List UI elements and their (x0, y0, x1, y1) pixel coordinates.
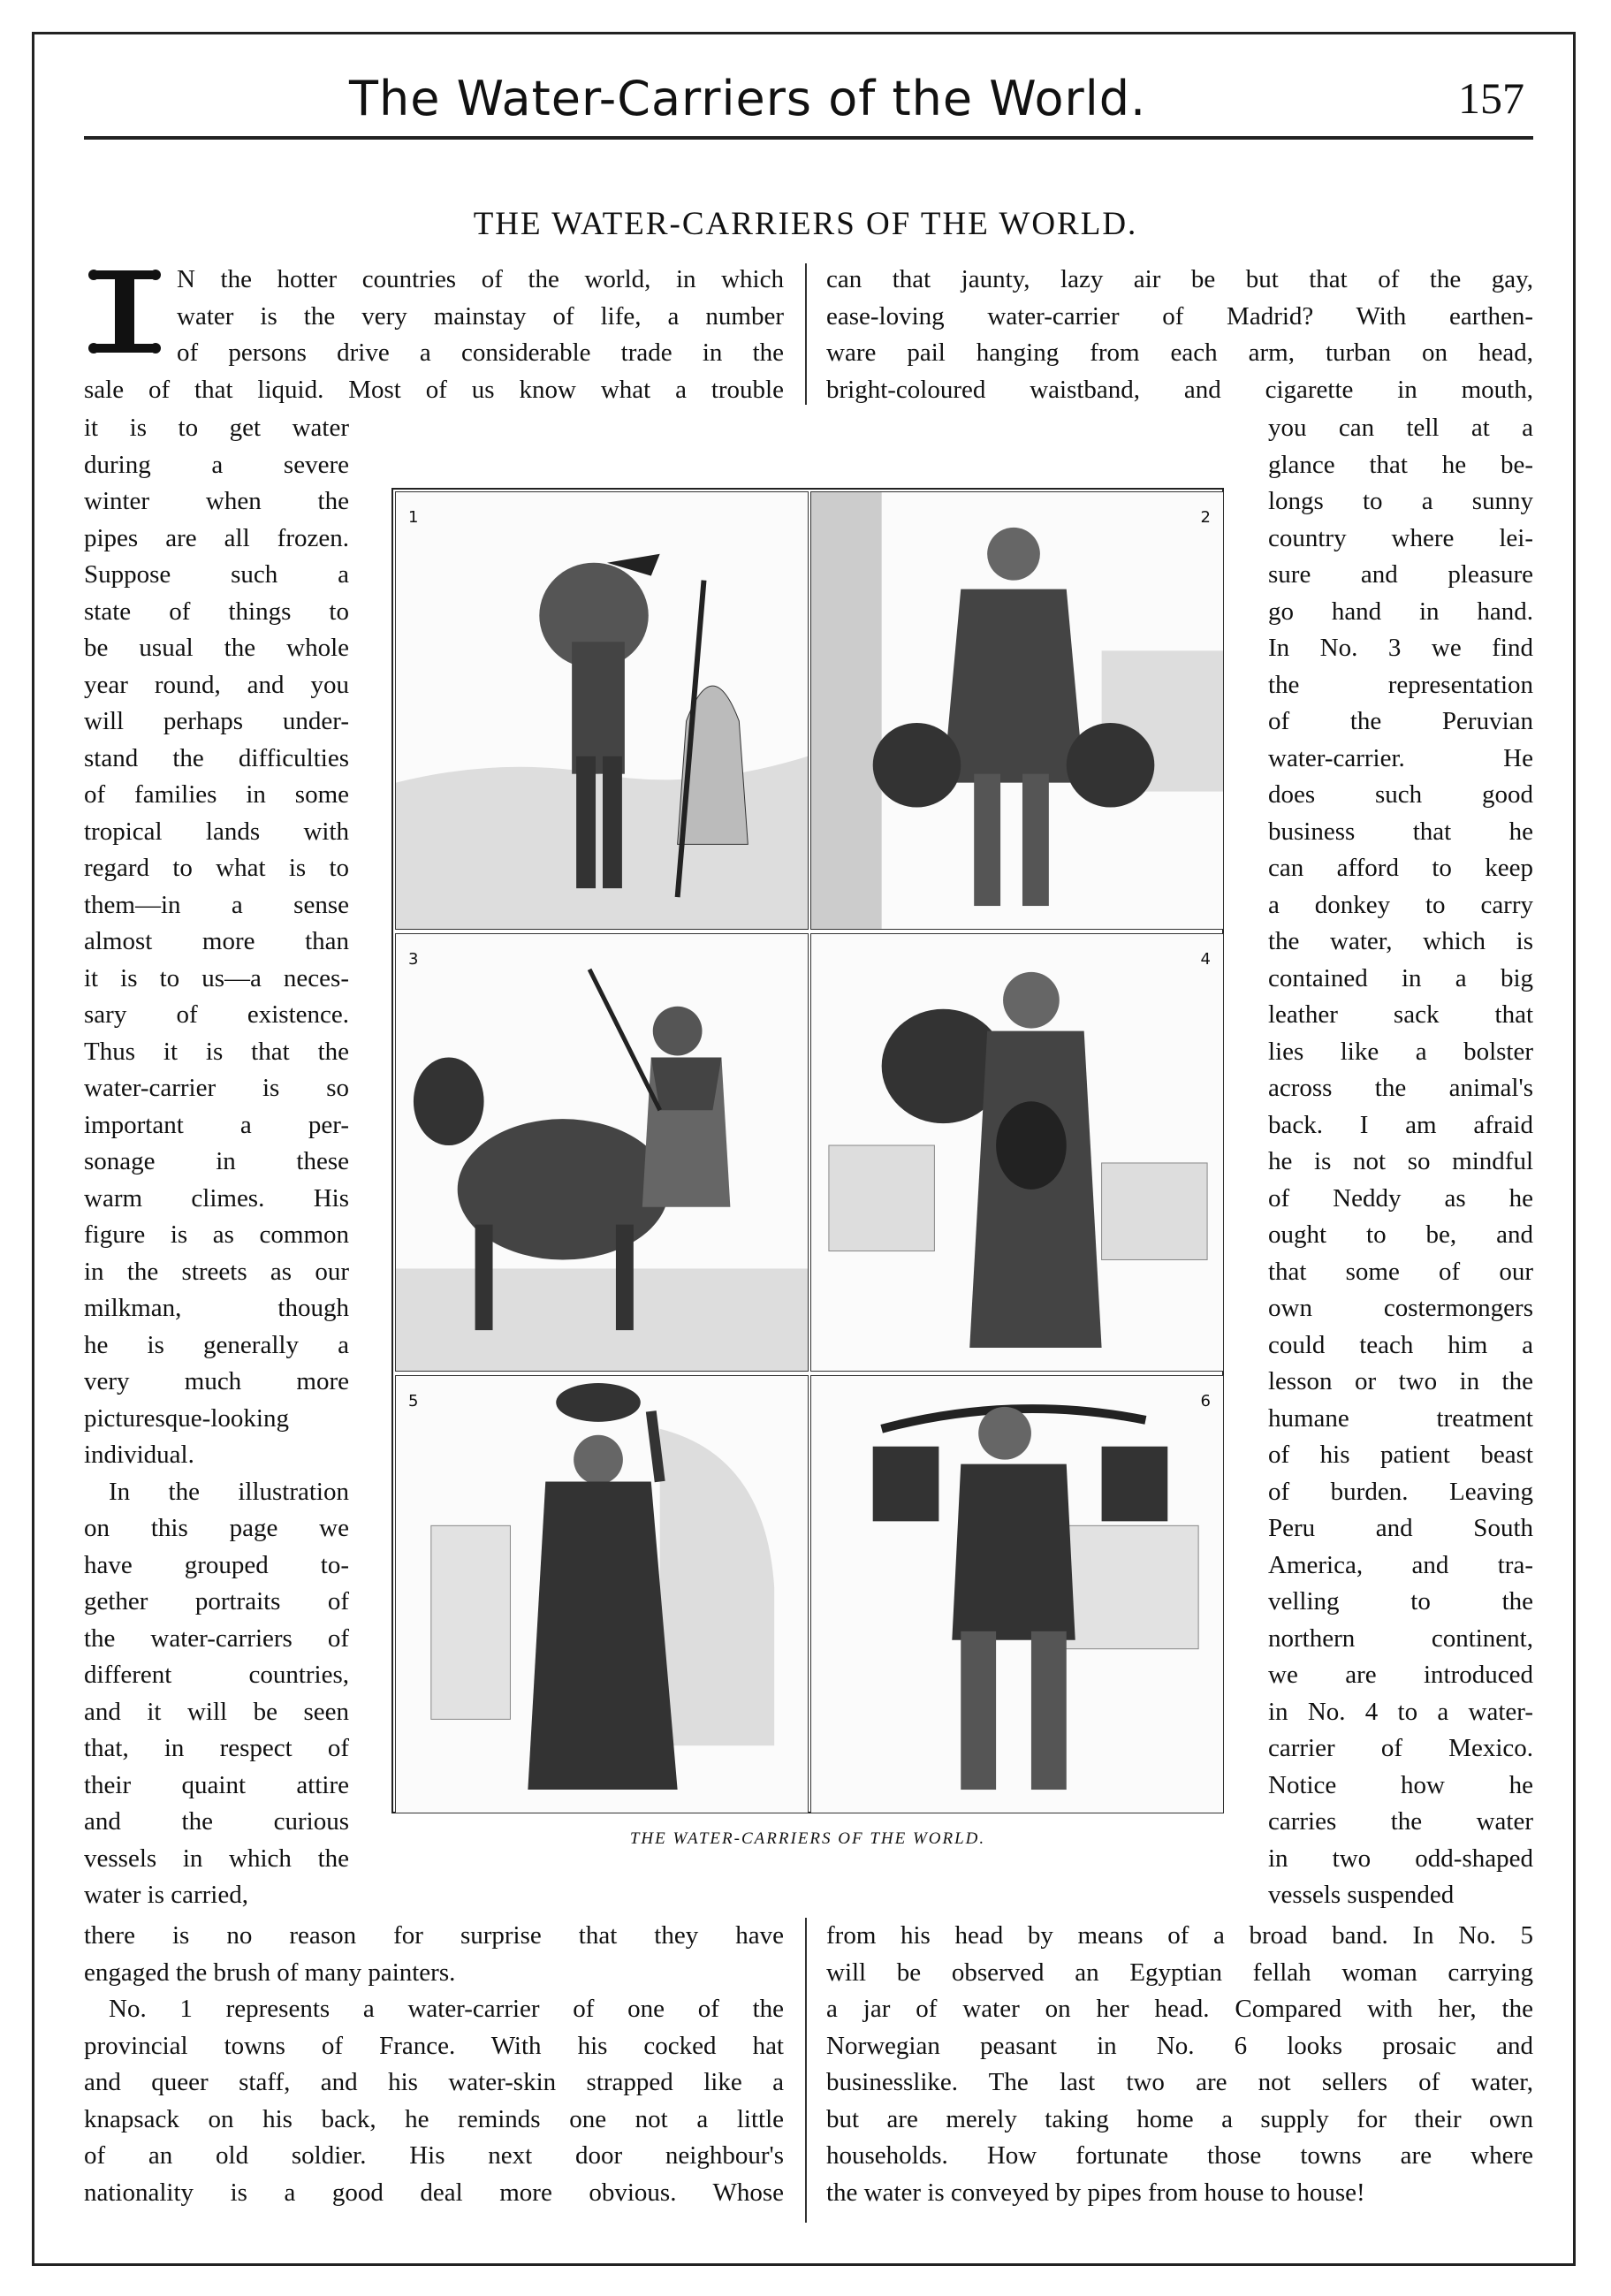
mexico-carrier-drawing (811, 934, 1223, 1371)
panel-number: 5 (408, 1392, 419, 1410)
column-rule-bottom (805, 1918, 807, 2223)
text-line: sure and pleasure (1268, 560, 1533, 589)
text-line: Peru and South (1268, 1514, 1533, 1542)
text-line: ware pail hanging from each arm, turban on head, (826, 338, 1533, 367)
text-line: in the streets as our (84, 1257, 349, 1286)
running-header (84, 71, 1533, 138)
text-line: from his head by means of a broad band. In No. 5 (826, 1921, 1533, 1950)
text-line: ease-loving water-carrier of Madrid? With earthen- (826, 301, 1533, 331)
text-line: warm climes. His (84, 1183, 349, 1213)
text-line: important a per- (84, 1110, 349, 1139)
text-line: leather sack that (1268, 1000, 1533, 1029)
text-line: Notice how he (1268, 1770, 1533, 1799)
text-line: can afford to keep (1268, 854, 1533, 882)
text-line: in two odd-shaped (1268, 1844, 1533, 1873)
text-line: of families in some (84, 780, 349, 809)
text-line: individual. (84, 1441, 194, 1469)
text-line: lies like a bolster (1268, 1037, 1533, 1066)
panel-2-madrid (810, 491, 1224, 930)
text-line: bright-coloured waistband, and cigarette in mouth, (826, 375, 1533, 404)
text-line: glance that he be- (1268, 450, 1533, 479)
text-line: of his patient beast (1268, 1441, 1533, 1469)
article-title: THE WATER-CARRIERS OF THE WORLD. (473, 206, 1138, 242)
egypt-carrier-drawing (396, 1376, 808, 1813)
text-line: pipes are all frozen. (84, 523, 349, 552)
text-line: the water-carriers of (84, 1623, 349, 1653)
page-number: 157 (1458, 73, 1524, 123)
text-line: lesson or two in the (1268, 1367, 1533, 1395)
text-line: can that jaunty, lazy air be but that of the gay, (826, 265, 1533, 293)
text-line: of an old soldier. His next door neighbour's (84, 2141, 784, 2170)
text-line: nationality is a good deal more obvious. Whose (84, 2178, 784, 2207)
text-line: them—in a sense (84, 890, 349, 919)
text-line: America, and tra- (1268, 1550, 1533, 1579)
panel-4-mexico (810, 933, 1224, 1372)
running-title: The Water-Carriers of the World. (349, 71, 1147, 126)
text-line: Thus it is that the (84, 1037, 349, 1066)
text-line: regard to what is to (84, 854, 349, 882)
text-line: vessels suspended (1268, 1881, 1455, 1909)
text-line: carries the water (1268, 1807, 1533, 1836)
text-line: ought to be, and (1268, 1220, 1533, 1249)
text-line: knapsack on his back, he reminds one not a little (84, 2104, 784, 2133)
left-opening-block (177, 262, 784, 372)
text-line: does such good (1268, 780, 1533, 809)
text-line: velling to the (1268, 1587, 1533, 1616)
text-line: it is to us—a neces- (84, 963, 349, 992)
text-line: you can tell at a (1268, 414, 1533, 442)
norway-carrier-drawing (811, 1376, 1223, 1813)
right-bottom-block (826, 1918, 1533, 2211)
text-line: water-carrier is so (84, 1074, 349, 1102)
text-line: business that he (1268, 817, 1533, 846)
text-line: state of things to (84, 597, 349, 626)
text-line: during a severe (84, 450, 349, 479)
text-line: different countries, (84, 1661, 349, 1689)
text-line: tropical lands with (84, 817, 349, 846)
text-line: milkman, though (84, 1294, 349, 1322)
text-line: businesslike. The last two are not sellers of water, (826, 2068, 1533, 2096)
text-line: longs to a sunny (1268, 487, 1533, 515)
text-line: In the illustration (109, 1477, 349, 1506)
left-full-line (84, 372, 784, 409)
text-line: carrier of Mexico. (1268, 1734, 1533, 1762)
text-line: a jar of water on her head. Compared with her, the (826, 1995, 1533, 2023)
text-line: households. How fortunate those towns are where (826, 2141, 1533, 2170)
text-line: of the Peruvian (1268, 707, 1533, 735)
panel-1-france (395, 491, 809, 930)
text-line: a donkey to carry (1268, 890, 1533, 919)
text-line: we are introduced (1268, 1661, 1533, 1689)
illustration-figure (391, 488, 1224, 1813)
text-line: will perhaps under- (84, 707, 349, 735)
peru-carrier-drawing (396, 934, 808, 1371)
text-line: and it will be seen (84, 1697, 349, 1726)
text-line: in No. 4 to a water- (1268, 1697, 1533, 1726)
drop-cap (85, 265, 164, 358)
panel-number: 4 (1200, 950, 1211, 969)
text-line: will be observed an Egyptian fellah woman carrying (826, 1958, 1533, 1987)
text-line: water is carried, (84, 1881, 248, 1909)
panel-number: 3 (408, 950, 419, 969)
text-line: the water is conveyed by pipes from house to house! (826, 2178, 1365, 2207)
text-line: that, in respect of (84, 1734, 349, 1762)
text-line: N the hotter countries of the world, in which (177, 265, 784, 293)
text-line: contained in a big (1268, 963, 1533, 992)
text-line: of Neddy as he (1268, 1183, 1533, 1213)
text-line: humane treatment (1268, 1403, 1533, 1433)
text-line: that some of our (1268, 1257, 1533, 1286)
text-line: be usual the whole (84, 634, 349, 662)
text-line: sonage in these (84, 1147, 349, 1175)
column-rule-top (805, 263, 807, 405)
header-rule (84, 136, 1533, 140)
text-line: their quaint attire (84, 1770, 349, 1799)
panel-number: 2 (1200, 508, 1211, 527)
text-line: country where lei- (1268, 523, 1533, 552)
text-line: Norwegian peasant in No. 6 looks prosaic and (826, 2031, 1533, 2060)
panel-3-peru (395, 933, 809, 1372)
panel-number: 6 (1200, 1392, 1211, 1410)
text-line: engaged the brush of many painters. (84, 1958, 456, 1987)
panel-number: 1 (408, 508, 419, 527)
right-narrow-column (1268, 410, 1533, 1914)
text-line: water-carrier. He (1268, 743, 1533, 772)
text-line: provincial towns of France. With his cocked hat (84, 2031, 784, 2060)
text-line: of persons drive a considerable trade in the (177, 338, 784, 367)
text-line: figure is as common (84, 1220, 349, 1249)
panel-6-norway (810, 1375, 1224, 1813)
text-line: almost more than (84, 927, 349, 955)
text-line: he is generally a (84, 1330, 349, 1359)
text-line: and queer staff, and his water-skin strapped like a (84, 2068, 784, 2096)
text-line: very much more (84, 1367, 349, 1395)
text-line: but are merely taking home a supply for their own (826, 2104, 1533, 2133)
text-line: No. 1 represents a water-carrier of one of the (109, 1995, 784, 2023)
text-line: and the curious (84, 1807, 349, 1836)
text-line: In No. 3 we find (1268, 634, 1533, 662)
madrid-carrier-drawing (811, 492, 1223, 929)
text-line: stand the difficulties (84, 743, 349, 772)
text-line: year round, and you (84, 670, 349, 699)
text-line: sary of existence. (84, 1000, 349, 1029)
text-line: on this page we (84, 1514, 349, 1542)
text-line: gether portraits of (84, 1587, 349, 1616)
drop-cap-letter: I (124, 327, 125, 328)
text-line: own costermongers (1268, 1294, 1533, 1322)
text-line: of burden. Leaving (1268, 1477, 1533, 1506)
text-line: Suppose such a (84, 560, 349, 589)
text-line: picturesque-looking (84, 1403, 289, 1433)
text-line: northern continent, (1268, 1623, 1533, 1653)
text-line: it is to get water (84, 414, 349, 442)
left-bottom-block (84, 1918, 784, 2211)
text-line: winter when the (84, 487, 349, 515)
text-line: vessels in which the (84, 1844, 349, 1873)
text-line: the water, which is (1268, 927, 1533, 955)
text-line: go hand in hand. (1268, 597, 1533, 626)
text-line: water is the very mainstay of life, a number (177, 301, 784, 331)
text-line: there is no reason for surprise that they have (84, 1921, 784, 1950)
france-carrier-drawing (396, 492, 808, 929)
text-line: across the animal's (1268, 1074, 1533, 1102)
text-line: sale of that liquid. Most of us know what a trouble (84, 376, 784, 404)
text-line: could teach him a (1268, 1330, 1533, 1359)
text-line: back. I am afraid (1268, 1110, 1533, 1139)
panel-5-egypt (395, 1375, 809, 1813)
right-top-block (826, 262, 1533, 408)
text-line: he is not so mindful (1268, 1147, 1533, 1175)
left-narrow-column (84, 410, 349, 1914)
figure-caption: THE WATER-CARRIERS OF THE WORLD. (629, 1829, 986, 1848)
text-line: have grouped to- (84, 1550, 349, 1579)
text-line: the representation (1268, 670, 1533, 699)
